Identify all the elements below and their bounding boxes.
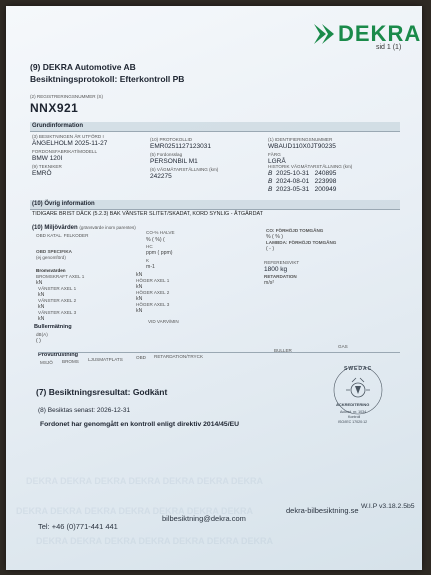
station-value: ÄNGELHOLM 2025-11-27 — [32, 140, 108, 147]
k-label: K — [146, 258, 150, 263]
db-label: dB(A) — [36, 332, 48, 337]
hc-unit: ppm ( — [146, 250, 160, 256]
miljo-title-text: (10) Miljövärden — [32, 225, 78, 231]
watermark: DEKRA DEKRA DEKRA DEKRA DEKRA DEKRA DEKRA — [36, 536, 274, 546]
co-label: CO-% HALVE — [146, 230, 175, 235]
historik-date: 2025-10-31 — [275, 170, 310, 177]
brake-right-label: HÖGER AXEL 3 — [136, 302, 170, 307]
historik-tag: B — [268, 186, 273, 193]
result-title: (7) Besiktningsresultat: Godkänt — [36, 387, 168, 397]
brake-right-label: HÖGER AXEL 2 — [136, 290, 170, 295]
footer-version: W.I.P v3.18.2.5b5 — [361, 503, 415, 510]
brake-kn-left: kN — [36, 280, 43, 286]
co-fh-value: % ) — [275, 234, 284, 240]
brake-left-unit: kN — [38, 304, 45, 310]
seal-top: SWEDAC — [344, 366, 373, 372]
historik-km: 200949 — [314, 186, 337, 193]
bromsar-sub: BROMSKRAFT AXEL 1 — [36, 274, 85, 279]
co-unit: % ( — [146, 237, 154, 243]
document-page — [6, 6, 422, 570]
brake-left-label: VÄNSTER AXEL 2 — [38, 298, 77, 303]
ovrig-text: TIDIGARE BRIST DÄCK (5.2.3) BAK VÄNSTER SLITET/SKADAT, KORD SYNLIG - ÅTGÄRDAT — [32, 211, 263, 217]
co-value: %) — [155, 237, 162, 243]
protokoll-value: EMR0251127123031 — [150, 143, 211, 150]
seal-line2: Kontroll — [348, 415, 361, 419]
station-label: (3) BESIKTNINGEN ÄR UTFÖRD I — [32, 134, 104, 139]
farg-value: LGRÅ — [268, 158, 286, 165]
ident-label: (1) IDENTIFIERINGSNUMMER — [268, 137, 333, 142]
co-fh-unit: % ( — [266, 234, 274, 240]
protokoll-label: (10) PROTOKOLLID — [150, 137, 193, 142]
historik-row — [268, 170, 336, 177]
equipment-item: MSJÖ — [40, 360, 53, 365]
hc-label: HC — [146, 244, 153, 249]
dekra-logo-icon — [312, 22, 336, 46]
brake-right-unit: kN — [136, 284, 143, 290]
lambda-label: LAMBDA: FÖRHÖJD TOMGÅNG — [266, 240, 337, 245]
ident-value: WBAUD110X0JT90235 — [268, 143, 336, 150]
historik-date: 2024-08-01 — [275, 178, 310, 185]
rpm-label: VID VARV/MIN — [148, 319, 179, 324]
obd-label: OBD KATAL. FELKODER — [36, 233, 89, 238]
equipment-item: BROMS — [62, 359, 79, 364]
co-fh-label: CO: FÖRHÖJD TOMGÅNG — [266, 228, 324, 233]
grundinfo-title: Grundinformation — [32, 123, 83, 129]
seal-line1: Ackred. nr. 1034 — [340, 410, 367, 414]
brake-kn-right: kN — [136, 272, 143, 278]
watermark: DEKRA DEKRA DEKRA DEKRA DEKRA DEKRA DEKRA — [26, 476, 264, 486]
brand-name: DEKRA — [338, 21, 422, 46]
obd-specifika-label: OBD SPECIFIKA — [36, 249, 72, 254]
fabrikat-label: FORDONSFABRIKAT/MODELL — [32, 149, 98, 154]
footer-phone: Tel: +46 (0)771-441 441 — [38, 522, 118, 531]
page-number: sid 1 (1) — [376, 44, 402, 51]
footer-email[interactable]: bilbesiktning@dekra.com — [162, 514, 246, 523]
weight-value: 1800 kg — [264, 266, 288, 273]
hc-values — [146, 250, 173, 256]
tekniker-label: (9) TEKNIKER — [32, 164, 62, 169]
brake-right-unit: kN — [136, 296, 143, 302]
ovrig-title: (10) Övrig information — [32, 201, 95, 207]
miljo-title — [32, 225, 136, 231]
vagmatare-label: (6) VÄGMÄTARSTÄLLNING (km) — [150, 167, 219, 172]
hc-value: ppm) — [160, 250, 173, 256]
brake-right-unit: kN — [136, 308, 143, 314]
historik-label: HISTORIK VÄGMÄTARSTÄLLNING (km) — [268, 164, 353, 169]
footer-web[interactable]: dekra-bilbesiktning.se — [286, 506, 359, 515]
reg-number: NNX921 — [30, 101, 79, 115]
brake-left-unit: kN — [38, 316, 45, 322]
equipment-item: OBD — [136, 355, 146, 360]
directive-text: Fordonet har genomgått en kontroll enligt direktiv 2014/45/EU — [40, 421, 240, 428]
brake-left-label: VÄNSTER AXEL 1 — [38, 286, 77, 291]
historik-km: 223998 — [314, 178, 337, 185]
equipment-item: LJUSMATPLATS — [88, 357, 123, 362]
brake-left-label: VÄNSTER AXEL 3 — [38, 310, 77, 315]
fabrikat-value: BMW 120I — [32, 155, 63, 162]
brake-right-label: HÖGER AXEL 1 — [136, 278, 170, 283]
historik-row — [268, 186, 336, 193]
retardation-unit: m/s² — [264, 280, 275, 286]
equipment-item: GAS — [338, 344, 348, 349]
equipment-item: RETARDATION/TRYCK — [154, 354, 204, 359]
company-name: (9) DEKRA Automotive AB — [30, 62, 136, 72]
next-inspection: (8) Besiktas senast: 2026-12-31 — [38, 407, 131, 414]
reg-number-label: (2) REGISTRERINGSNUMMER (S) — [30, 94, 103, 99]
buller-title: Bullermätning — [34, 324, 72, 330]
miljo-subtitle: (gränsvärde inom parentes) — [79, 225, 136, 230]
k-value: m-1 — [146, 264, 155, 270]
section-band — [30, 122, 400, 132]
protocol-title: Besiktningsprotokoll: Efterkontroll PB — [30, 74, 185, 84]
fordonsslag-value: PERSONBIL M1 — [150, 158, 198, 165]
brake-left-unit: kN — [38, 292, 45, 298]
historik-tag: B — [268, 170, 273, 177]
farg-label: FÄRG — [268, 152, 281, 157]
vagmatare-value: 242275 — [150, 173, 172, 180]
historik-km: 240895 — [314, 170, 337, 177]
historik-date: 2023-05-31 — [275, 186, 310, 193]
provutrustning-title: Provutrustning — [38, 352, 79, 358]
co-paren: ( — [163, 237, 165, 243]
tekniker-value: EMRÖ — [32, 170, 52, 177]
lambda-value: ( - ) — [266, 246, 275, 252]
fordonsslag-label: (5) Fordonsslag — [150, 152, 183, 157]
seal-line3: ISO/IEC 17020:12 — [338, 420, 368, 424]
db-value: ( ) — [36, 338, 41, 344]
obd-specifika-value: (ej genomförd) — [36, 255, 66, 260]
seal-mid: ACKREDITERING — [336, 402, 370, 407]
retardation-label: RETARDATION — [264, 274, 297, 279]
bromsar-label: Bromsvärden — [36, 268, 66, 273]
co-values — [146, 237, 165, 243]
historik-row — [268, 178, 336, 185]
weight-label: REFERENSVIKT — [264, 260, 300, 265]
equipment-item: BULLER — [274, 348, 292, 353]
historik-tag: B — [268, 178, 273, 185]
watermark: DEKRA DEKRA DEKRA DEKRA DEKRA DEKRA DEKRA — [16, 506, 254, 516]
